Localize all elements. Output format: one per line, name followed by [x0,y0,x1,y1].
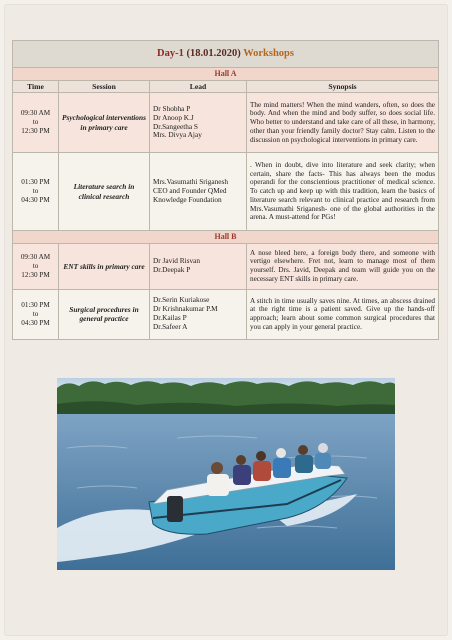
time-start: 01:30 PM [21,178,50,187]
lead-name: Dr.Sangeetha S [153,121,198,131]
workshops-label: Workshops [243,47,294,59]
synopsis-cell: The mind matters! When the mind wanders, often, so does the body. And when the mind and body suffer, so does social life. Who better to understand and take care of all these, in harmony, other than your friendly family doctor? Stay calm. Listen to the discussion on psychological interventions in primary care. [247,93,439,153]
lead-name: Dr Javid Risvan [153,256,201,266]
time-to: to [32,261,39,270]
lead-name: Dr.Safeer A [153,322,188,332]
time-start: 01:30 PM [21,301,50,310]
time-start: 09:30 AM [20,109,51,118]
lead-name: Dr.Kailas P [153,313,187,323]
lead-cell [150,243,247,289]
column-header-row [13,80,439,92]
day-date: (18.01.2020) [186,47,241,59]
time-cell [13,153,59,231]
table-row [13,243,439,289]
synopsis-cell: A stitch in time usually saves nine. At times, an abscess drained at the right time is a patient saved. Give up the hands-off approach; learn about some common surgical procedures that you can apply in your general practice. [247,289,439,339]
day-title [13,41,439,68]
time-end: 12:30 PM [21,270,50,279]
table-row [13,153,439,231]
hall-b-row [13,231,439,244]
schedule-table [12,40,439,340]
lead-cell [150,93,247,153]
lead-cell [150,289,247,339]
session-cell: Literature search in clinical research [59,153,150,231]
lead-name: Dr.Serin Kuriakose [153,295,210,305]
session-cell: Surgical procedures in general practice [59,289,150,339]
lead-name: Mrs.Vasumathi Sriganesh [153,177,228,187]
time-to: to [32,309,39,318]
session-cell: ENT skills in primary care [59,243,150,289]
lead-name: Dr.Deepak P [153,265,191,275]
col-synopsis-header: Synopsis [247,80,439,92]
time-end: 04:30 PM [21,318,50,327]
hall-a-label: Hall A [13,68,439,81]
synopsis-cell: . When in doubt, dive into literature and seek clarity; when certain, share the facts- This has always been the modus operandi for the conscientious practitioner of medical science. To catch up and keep up with this tradition, learn the basics of literature search relevant to clinical practice and research from Mrs.Vasumathi Sriganesh- one of the global authorities in the arena. A must-attend for PGs! [247,153,439,231]
title-row [13,41,439,68]
lead-name: CEO and Founder QMed [153,186,227,196]
col-session-header: Session [59,80,150,92]
time-cell [13,93,59,153]
time-end: 12:30 PM [21,126,50,135]
col-lead-header: Lead [150,80,247,92]
hall-a-row [13,68,439,81]
time-cell [13,243,59,289]
lead-name: Mrs. Divya Ajay [153,130,202,140]
time-cell [13,289,59,339]
time-to: to [32,118,39,127]
time-end: 04:30 PM [21,195,50,204]
hall-b-label: Hall B [13,231,439,244]
synopsis-cell: A nose bleed here, a foreign body there, and someone with vertigo elsewhere. Fret not, learn to manage most of them yourself. Drs. Javid, Deepak and team will guide you on the necessary ENT skills in primary care. [247,243,439,289]
table-row [13,289,439,339]
col-time-header: Time [13,80,59,92]
time-to: to [32,187,39,196]
speedboat-photo [57,378,395,570]
lead-name: Dr Shobha P [153,103,191,113]
time-start: 09:30 AM [20,253,51,262]
session-cell: Psychological interventions in primary care [59,93,150,153]
outboard-motor [167,496,183,522]
lead-cell [150,153,247,231]
lead-name: Knowledge Foundation [153,194,222,204]
lead-name: Dr Krishnakumar P.M [153,304,218,314]
lead-name: Dr Anoop K.J [153,112,194,122]
table-row [13,93,439,153]
day-label: Day-1 [157,47,184,59]
